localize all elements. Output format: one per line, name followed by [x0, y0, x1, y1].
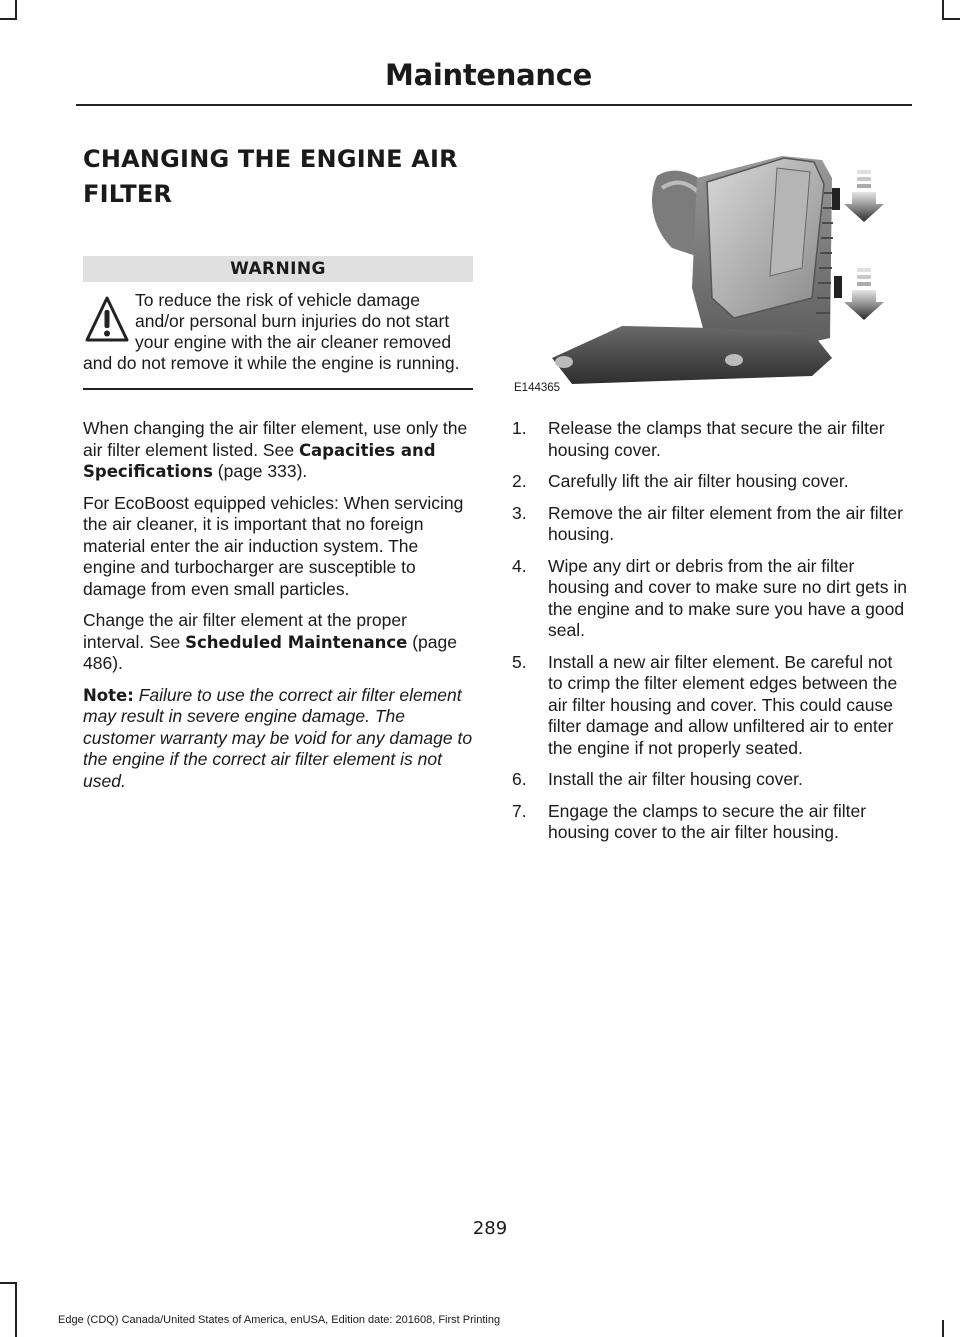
list-item: [512, 801, 908, 844]
down-arrow-icon: [844, 170, 884, 222]
step-text: Engage the clamps to secure the air filter housing cover to the air filter housing.: [548, 800, 867, 842]
step-number: 7.: [512, 800, 527, 821]
steps-list: [512, 418, 908, 844]
step-number: 4.: [512, 555, 527, 576]
step-text: Release the clamps that secure the air filter housing cover.: [548, 418, 885, 460]
section-title-line1: CHANGING THE ENGINE AIR: [83, 145, 458, 173]
step-number: 6.: [512, 769, 527, 789]
warning-triangle-icon: [83, 292, 131, 348]
step-text: Remove the air filter element from the air filter housing.: [548, 502, 903, 544]
step-number: 3.: [512, 502, 527, 523]
step-number: 5.: [512, 651, 527, 672]
list-item: [512, 652, 908, 760]
crop-mark-bottom-left-h: [0, 1282, 17, 1284]
list-item: [512, 418, 908, 461]
crop-mark-top-right-v: [942, 0, 944, 20]
paragraph-text: Change the air filter element at the proper interval. See: [83, 610, 407, 652]
left-column: [83, 142, 473, 792]
air-filter-figure: [512, 148, 908, 394]
warning-header: WARNING: [83, 256, 473, 282]
note-label: Note:: [83, 685, 134, 705]
crop-mark-bottom-right-v: [942, 1320, 944, 1337]
paragraph-text: (page 486).: [83, 631, 457, 673]
crop-mark-top-left-v: [15, 0, 17, 20]
header-rule: [76, 104, 912, 106]
crop-mark-top-right-h: [942, 18, 960, 20]
step-text: Wipe any dirt or debris from the air filter housing and cover to make sure no dirt gets in the engine and to make sure you have a good seal.: [548, 555, 907, 640]
step-number: 2.: [512, 471, 527, 491]
figure-label: E144365: [514, 382, 561, 394]
paragraph-air-filter-element: [83, 418, 473, 483]
warning-text: To reduce the risk of vehicle damage and/or personal burn injuries do not start your engine with the air cleaner removed and do not remove it while the engine is running.: [83, 290, 460, 373]
list-item: [512, 503, 908, 546]
section-title-line2: FILTER: [83, 180, 173, 208]
list-item: [512, 769, 908, 791]
list-item: [512, 471, 908, 493]
step-number: 1.: [512, 418, 527, 438]
paragraph-text: When changing the air filter element, use only the air filter element listed. See: [83, 418, 468, 460]
page-header-title: Maintenance: [385, 58, 592, 92]
note-text: Failure to use the correct air filter element may result in severe engine damage. The customer warranty may be void for any damage to the engine if the correct air filter element is not used.: [83, 684, 473, 791]
paragraph-text: (page 333).: [212, 461, 308, 481]
step-text: Carefully lift the air filter housing cover.: [548, 471, 849, 491]
footer-edition: Edge (CDQ) Canada/United States of America, enUSA, Edition date: 201608, First Printing: [58, 1314, 501, 1326]
list-item: [512, 556, 908, 642]
section-title: [83, 142, 473, 212]
crop-mark-top-left-h: [0, 18, 17, 20]
note-paragraph: [83, 685, 473, 793]
paragraph-interval: [83, 610, 473, 675]
air-filter-housing-illustration: [512, 148, 908, 394]
step-text: Install a new air filter element. Be careful not to crimp the filter element edges between the air filter housing and cover. This could cause filter damage and allow unfiltered air to enter the engine if not properly seated.: [548, 651, 898, 758]
crop-mark-bottom-left-v: [15, 1282, 17, 1337]
right-column: [512, 148, 908, 854]
paragraph-ecoboost: For EcoBoost equipped vehicles: When servicing the air cleaner, it is important that no foreign material enter the air induction system. The engine and turbocharger are susceptible to damage from even small particles.: [83, 492, 464, 599]
page-number: 289: [472, 1218, 508, 1239]
warning-box: [83, 290, 473, 390]
step-text: Install the air filter housing cover.: [548, 769, 803, 789]
link-scheduled-maintenance[interactable]: Scheduled Maintenance: [185, 632, 408, 652]
down-arrow-icon: [844, 268, 884, 320]
link-capacities-specifications[interactable]: Capacities and Specifications: [83, 440, 436, 481]
